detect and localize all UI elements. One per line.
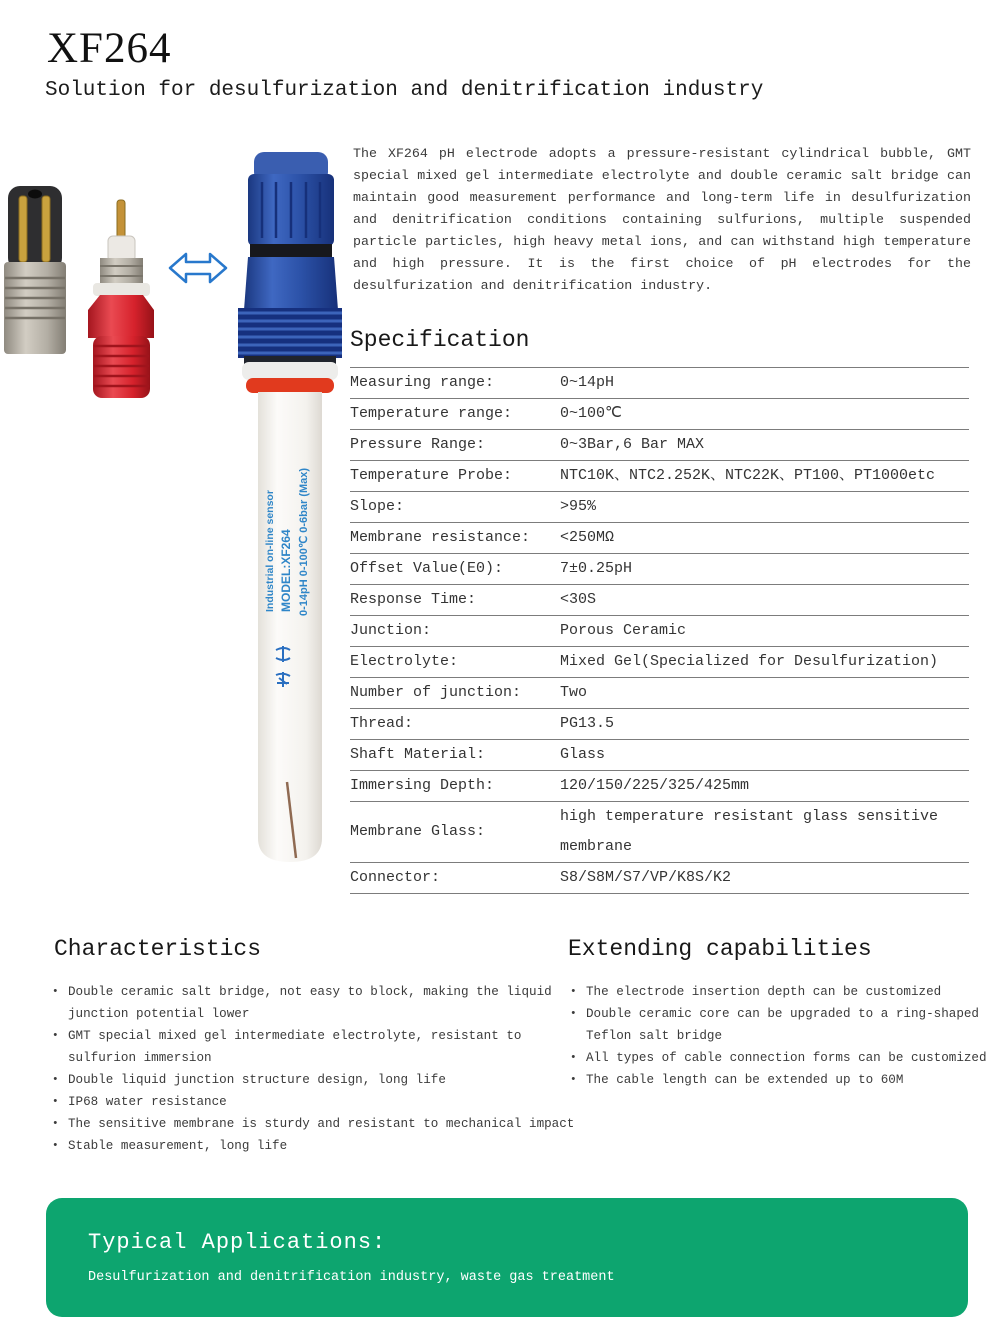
spec-value: 0~14pH (560, 374, 615, 391)
shaft-label-line2: MODEL:XF264 (279, 529, 293, 612)
shaft-label-line3: 0-14pH 0-100℃ 0-6bar (Max) (298, 467, 310, 616)
list-item: • IP68 water resistance (48, 1091, 593, 1113)
table-row (350, 523, 969, 554)
spec-value: 7±0.25pH (560, 560, 633, 577)
table-row (350, 554, 969, 585)
spec-label: Immersing Depth: (350, 777, 495, 794)
spec-label: Thread: (350, 715, 414, 732)
list-item: • The electrode insertion depth can be customized (566, 981, 996, 1003)
spec-label: Connector: (350, 869, 441, 886)
extending-capabilities-heading: Extending capabilities (568, 936, 872, 962)
typical-applications-heading: Typical Applications: (88, 1230, 387, 1255)
list-item: • Stable measurement, long life (48, 1135, 593, 1157)
thread-section (238, 308, 342, 358)
list-item: • The sensitive membrane is sturdy and resistant to mechanical impact (48, 1113, 593, 1135)
spec-label: Response Time: (350, 591, 477, 608)
table-row (350, 616, 969, 647)
typical-applications-panel (46, 1198, 968, 1317)
page-title: XF264 (47, 25, 172, 72)
list-item: • Double ceramic salt bridge, not easy to block, making the liquid junction potential lower (48, 981, 593, 1025)
electrode-body (238, 152, 342, 862)
table-row (350, 771, 969, 802)
spec-label: Membrane resistance: (350, 529, 531, 546)
spec-value: 0~100℃ (560, 405, 622, 422)
page-subtitle: Solution for desulfurization and denitrification industry (45, 79, 764, 102)
table-row (350, 585, 969, 616)
spec-value: 0~3Bar,6 Bar MAX (560, 436, 705, 453)
list-item: • All types of cable connection forms can be customized (566, 1047, 996, 1069)
list-item: • Double ceramic core can be upgraded to a ring-shaped Teflon salt bridge (566, 1003, 996, 1047)
list-item: • GMT special mixed gel intermediate electrolyte, resistant to sulfurion immersion (48, 1025, 593, 1069)
table-row (350, 709, 969, 740)
electrode-illustration (0, 150, 345, 890)
spec-value: Glass (560, 746, 606, 763)
extending-capabilities-list (566, 981, 996, 1091)
spec-label: Temperature Probe: (350, 467, 513, 484)
table-row (350, 399, 969, 430)
spec-value: S8/S8M/S7/VP/K8S/K2 (560, 869, 732, 886)
shaft-label-line1: Industrial on-line sensor (264, 490, 276, 612)
spec-label: Pressure Range: (350, 436, 486, 453)
spec-label: Temperature range: (350, 405, 513, 422)
table-row (350, 740, 969, 771)
table-row (350, 863, 969, 894)
spec-label: Junction: (350, 622, 432, 639)
spec-value: Two (560, 684, 588, 701)
spec-value: high temperature resistant glass sensitive membrane (560, 808, 939, 855)
spec-value: Mixed Gel(Specialized for Desulfurization) (560, 653, 939, 670)
table-row (350, 461, 969, 492)
spec-value: >95% (560, 498, 597, 515)
spec-label: Number of junction: (350, 684, 522, 701)
list-item: • The cable length can be extended up to 60M (566, 1069, 996, 1091)
spec-label: Shaft Material: (350, 746, 486, 763)
spec-label: Offset Value(E0): (350, 560, 504, 577)
spec-value: NTC10K、NTC2.252K、NTC22K、PT100、PT1000etc (560, 467, 936, 484)
table-row (350, 802, 969, 863)
characteristics-list (48, 981, 593, 1157)
spec-value: 120/150/225/325/425mm (560, 777, 750, 794)
spec-label: Membrane Glass: (350, 823, 486, 840)
spec-label: Electrolyte: (350, 653, 459, 670)
spec-label: Slope: (350, 498, 405, 515)
spec-value: <30S (560, 591, 597, 608)
metal-connector (4, 186, 66, 354)
spec-value: <250MΩ (560, 529, 615, 546)
specification-table (350, 367, 969, 894)
table-row (350, 368, 969, 399)
list-item: • Double liquid junction structure design, long life (48, 1069, 593, 1091)
table-row (350, 678, 969, 709)
specification-heading: Specification (350, 327, 530, 353)
spec-value: PG13.5 (560, 715, 615, 732)
table-row (350, 430, 969, 461)
red-connector (88, 200, 154, 398)
spec-label: Measuring range: (350, 374, 495, 391)
characteristics-heading: Characteristics (54, 936, 262, 962)
double-arrow-icon (170, 254, 226, 282)
product-photo (0, 150, 345, 890)
spec-value: Porous Ceramic (560, 622, 687, 639)
typical-applications-text: Desulfurization and denitrification industry, waste gas treatment (88, 1270, 615, 1285)
table-row (350, 647, 969, 678)
product-description: The XF264 pH electrode adopts a pressure-resistant cylindrical bubble, GMT special mixed gel intermediate electrolyte and double ceramic salt bridge can maintain good measurement performance and long-term life in desulfurization and denitrification conditions containing sulfurions, multiple suspended particle particles, high heavy metal ions, and can withstand high temperature and high pressure. It is the first choice of pH electrodes for the desulfurization and denitrification industry. (353, 146, 971, 293)
table-row (350, 492, 969, 523)
